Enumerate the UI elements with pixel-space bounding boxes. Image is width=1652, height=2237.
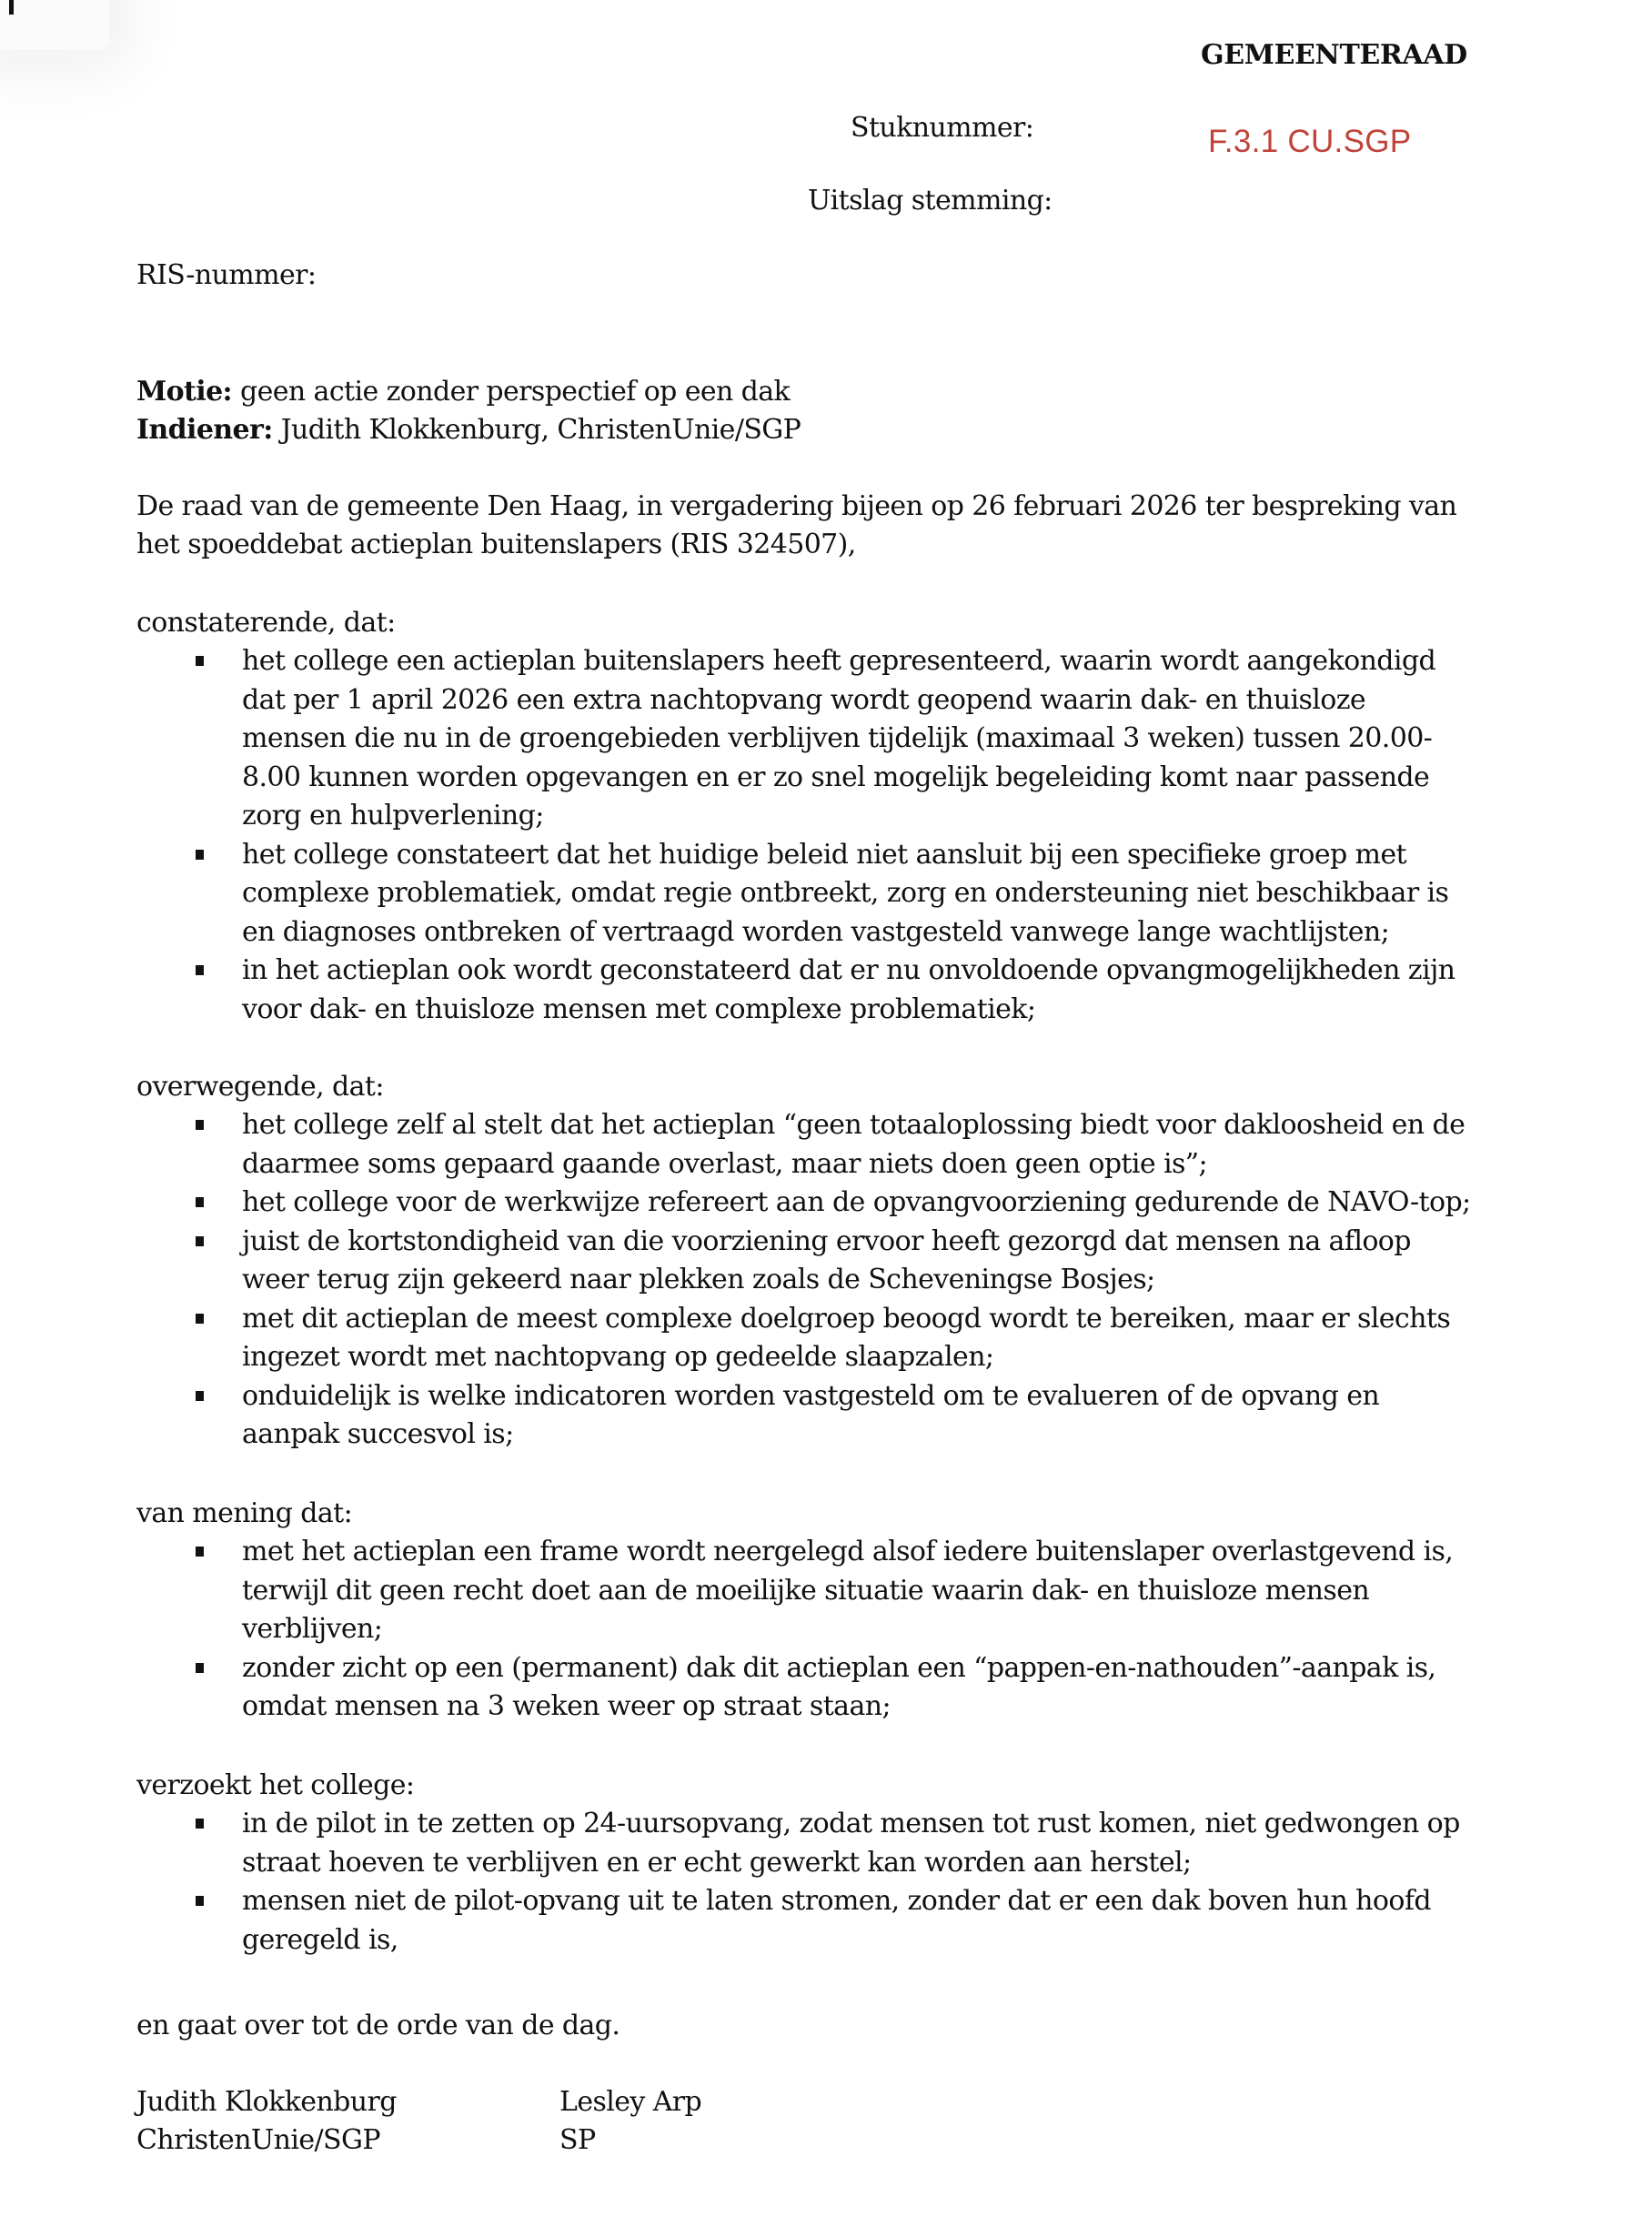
section-label: van mening dat: [136, 1497, 353, 1529]
motie-title: geen actie zonder perspectief op een dak [232, 376, 791, 408]
section-constaterende [136, 604, 1556, 1029]
list-item [136, 1106, 1474, 1184]
bullet-square-icon [196, 1120, 204, 1130]
bullet-square-icon [196, 1391, 204, 1401]
list-item-text: mensen niet de pilot-opvang uit te laten stromen, zonder dat er een dak boven hun hoofd geregeld is, [242, 1885, 1431, 1956]
section-label: constaterende, dat: [136, 607, 396, 639]
list-item [136, 1184, 1474, 1223]
list-item [136, 1649, 1465, 1727]
intro-text: De raad van de gemeente Den Haag, in vergadering bijeen op 26 februari 2026 ter bespreking van het spoeddebat actieplan buitenslapers (RIS 324507), [136, 490, 1457, 560]
motie-line [136, 373, 1556, 411]
list-item [136, 952, 1456, 1029]
indiener-label: Indiener: [136, 414, 273, 446]
window-corner-overlay [0, 0, 109, 50]
intro-paragraph [136, 488, 1483, 564]
list-item [136, 1377, 1474, 1455]
bullet-list [136, 1106, 1474, 1455]
list-item-text: onduidelijk is welke indicatoren worden vastgesteld om te evalueren of de opvang en aanpak succesvol is; [242, 1379, 1380, 1450]
indiener-value: Judith Klokkenburg, ChristenUnie/SGP [272, 414, 801, 446]
bullet-square-icon [196, 1819, 204, 1829]
bullet-list [136, 642, 1456, 1029]
bullet-square-icon [196, 850, 204, 860]
bullet-list [136, 1533, 1465, 1727]
list-item [136, 836, 1456, 952]
list-item-text: het college zelf al stelt dat het actieplan “geen totaaloplossing biedt voor dakloosheid en de daarmee soms gepaard gaande overlast, maar niets doen geen optie is”; [242, 1109, 1466, 1180]
list-item-text: juist de kortstondigheid van die voorziening ervoor heeft gezorgd dat mensen na afloop weer terug zijn gekeerd naar plekken zoals de Scheveningse Bosjes; [242, 1224, 1411, 1295]
signature-2 [559, 2083, 701, 2160]
section-overwegende [136, 1068, 1556, 1455]
signatory-party: ChristenUnie/SGP [136, 2124, 380, 2156]
bullet-square-icon [196, 1663, 204, 1673]
indiener-line [136, 411, 1556, 449]
signatory-party: SP [559, 2124, 596, 2156]
list-item [136, 1300, 1474, 1377]
section-verzoekt [136, 1767, 1556, 1960]
list-item-text: het college voor de werkwijze refereert aan de opvangvoorziening gedurende de NAVO-top; [242, 1186, 1471, 1218]
bullet-square-icon [196, 1547, 204, 1557]
stuknummer-label: Stuknummer: [851, 112, 1034, 144]
list-item-text: het college constateert dat het huidige beleid niet aansluit bij een specifieke groep met complexe problematiek, omdat regie ontbreekt, zorg en ondersteuning niet beschikbaar is en diagnoses ontbreken of vertraagd worden vastgesteld vanwege lange wachtlijsten; [242, 838, 1449, 948]
bullet-list [136, 1805, 1474, 1960]
signatory-name: Judith Klokkenburg [136, 2086, 397, 2118]
list-item-text: in de pilot in te zetten op 24-uursopvang, zodat mensen tot rust komen, niet gedwongen op straat hoeven te verblijven en er echt gewerkt kan worden aan herstel; [242, 1808, 1460, 1879]
signature-1 [136, 2083, 397, 2160]
list-item [136, 1805, 1474, 1882]
section-label: overwegende, dat: [136, 1071, 384, 1103]
corner-mark-icon [9, 0, 14, 15]
signatory-name: Lesley Arp [559, 2086, 702, 2118]
list-item-text: in het actieplan ook wordt geconstateerd dat er nu onvoldoende opvangmogelijkheden zijn voor dak- en thuisloze mensen met complexe problematiek; [242, 954, 1456, 1025]
uitslag-stemming-label: Uitslag stemming: [808, 185, 1053, 217]
bullet-square-icon [196, 1896, 204, 1906]
org-title: GEMEENTERAAD [1201, 39, 1467, 71]
stuknummer-value: F.3.1 CU.SGP [1208, 124, 1412, 159]
motie-label: Motie: [136, 376, 233, 408]
motion-header [136, 373, 1556, 449]
bullet-square-icon [196, 656, 204, 666]
list-item-text: met het actieplan een frame wordt neergelegd alsof iedere buitenslaper overlastgevend is, terwijl dit geen recht doet aan de moeilijke situatie waarin dak- en thuisloze mensen verblijven; [242, 1536, 1454, 1645]
list-item [136, 1882, 1474, 1960]
ris-nummer-label: RIS-nummer: [136, 259, 317, 291]
bullet-square-icon [196, 1236, 204, 1246]
closing-text: en gaat over tot de orde van de dag. [136, 2010, 620, 2041]
bullet-square-icon [196, 1197, 204, 1207]
list-item [136, 1223, 1474, 1300]
section-van-mening [136, 1495, 1556, 1727]
list-item [136, 642, 1456, 836]
bullet-square-icon [196, 1314, 204, 1324]
bullet-square-icon [196, 965, 204, 975]
list-item-text: zonder zicht op een (permanent) dak dit actieplan een “pappen-en-nathouden”-aanpak is, omdat mensen na 3 weken weer op straat staan; [242, 1651, 1436, 1722]
list-item-text: het college een actieplan buitenslapers heeft gepresenteerd, waarin wordt aangekondigd dat per 1 april 2026 een extra nachtopvang wordt geopend waarin dak- en thuisloze mensen die nu in de groengebieden verblijven tijdelijk (maximaal 3 weken) tussen 20.00-8.00 kunnen worden opgevangen en er zo snel mogelijk begeleiding komt naar passende zorg en hulpverlening; [242, 645, 1436, 831]
list-item-text: met dit actieplan de meest complexe doelgroep beoogd wordt te bereiken, maar er slechts ingezet wordt met nachtopvang op gedeelde slaapzalen; [242, 1302, 1451, 1373]
list-item [136, 1533, 1465, 1649]
section-label: verzoekt het college: [136, 1769, 415, 1801]
